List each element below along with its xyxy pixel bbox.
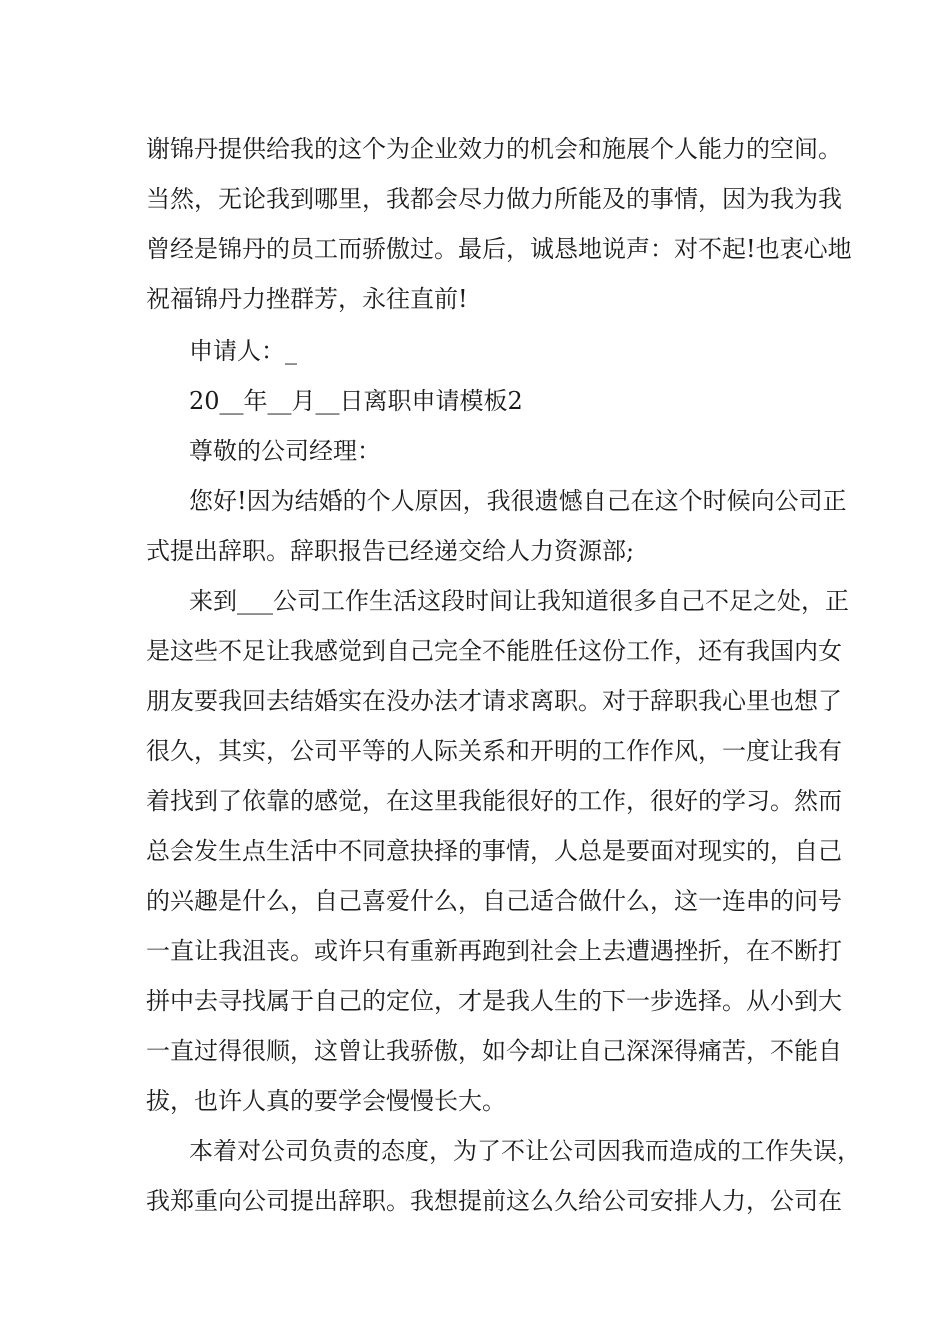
paragraph-line: 着找到了依靠的感觉，在这里我能很好的工作，很好的学习。然而 (146, 787, 842, 815)
paragraph-line: 拼中去寻找属于自己的定位，才是我人生的下一步选择。从小到大 (146, 987, 842, 1015)
paragraph-line: 是这些不足让我感觉到自己完全不能胜任这份工作，还有我国内女 (146, 637, 842, 665)
paragraph-line: 总会发生点生活中不同意抉择的事情，人总是要面对现实的，自己 (146, 837, 842, 865)
paragraph-line: 曾经是锦丹的员工而骄傲过。最后，诚恳地说声：对不起!也衷心地 (146, 235, 852, 263)
salutation-line: 尊敬的公司经理： (189, 437, 381, 465)
paragraph-line: 一直过得很顺，这曾让我骄傲，如今却让自己深深得痛苦，不能自 (146, 1037, 842, 1065)
date-title-line: 20__年__月__日离职申请模板2 (189, 387, 523, 415)
paragraph-line: 祝福锦丹力挫群芳，永往直前! (146, 285, 468, 313)
paragraph-line: 一直让我沮丧。或许只有重新再跑到社会上去遭遇挫折，在不断打 (146, 937, 842, 965)
paragraph-line: 拔，也许人真的要学会慢慢长大。 (146, 1087, 506, 1115)
applicant-line: 申请人：_ (189, 337, 297, 365)
paragraph-line: 的兴趣是什么，自己喜爱什么，自己适合做什么，这一连串的问号 (146, 887, 842, 915)
paragraph-line: 谢锦丹提供给我的这个为企业效力的机会和施展个人能力的空间。 (146, 135, 842, 163)
paragraph-line: 式提出辞职。辞职报告已经递交给人力资源部; (146, 537, 635, 565)
paragraph-line: 朋友要我回去结婚实在没办法才请求离职。对于辞职我心里也想了 (146, 687, 842, 715)
paragraph-line: 很久，其实，公司平等的人际关系和开明的工作作风，一度让我有 (146, 737, 842, 765)
paragraph-line: 当然，无论我到哪里，我都会尽力做力所能及的事情，因为我为我 (146, 185, 842, 213)
paragraph-line: 我郑重向公司提出辞职。我想提前这么久给公司安排人力，公司在 (146, 1187, 842, 1215)
paragraph-line: 来到___公司工作生活这段时间让我知道很多自己不足之处，正 (189, 587, 849, 615)
paragraph-line: 您好!因为结婚的个人原因，我很遗憾自己在这个时候向公司正 (189, 487, 847, 515)
paragraph-line: 本着对公司负责的态度，为了不让公司因我而造成的工作失误， (189, 1137, 861, 1165)
